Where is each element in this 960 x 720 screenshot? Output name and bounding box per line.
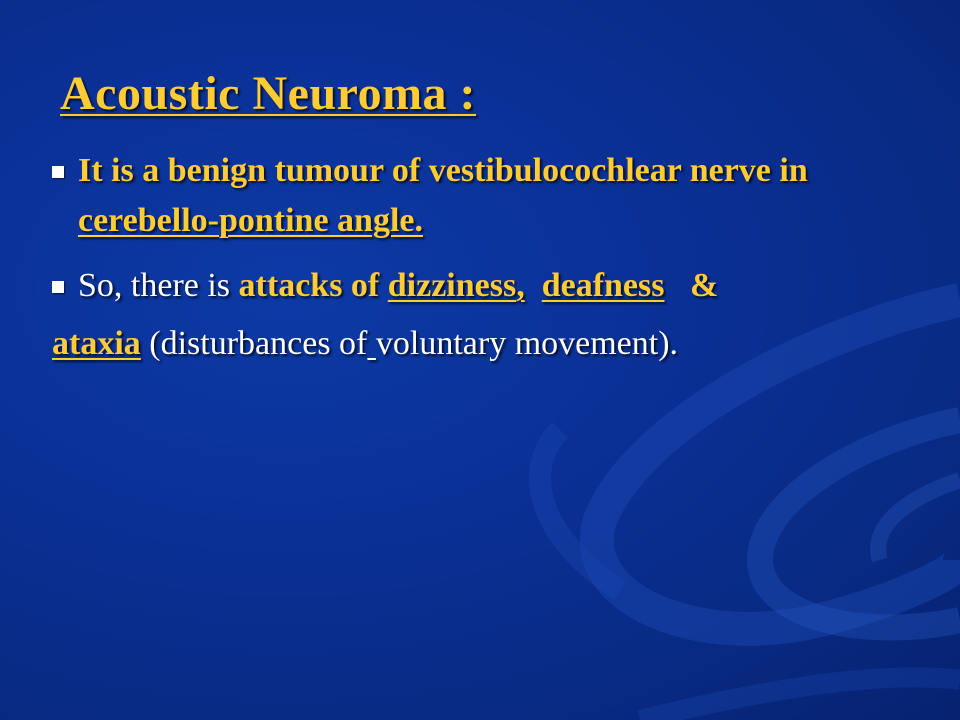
ataxia-definition-end: voluntary movement). bbox=[375, 325, 679, 362]
bullet-item-2 bbox=[52, 261, 718, 311]
underlined-space bbox=[367, 325, 376, 362]
bullet-2-deafness: deafness bbox=[541, 267, 665, 304]
bullet-1-text bbox=[78, 146, 872, 246]
bullet-1-definition: It is a benign tumour of vestibulocochlear nerve in bbox=[78, 152, 808, 189]
slide-title: Acoustic Neuroma : bbox=[60, 67, 477, 120]
bullet-2-attacks: attacks of bbox=[238, 267, 388, 304]
bullet-2-intro: So, there is bbox=[78, 267, 239, 304]
ataxia-term: ataxia bbox=[52, 325, 141, 362]
bullet-2-dizziness: dizziness bbox=[387, 267, 517, 304]
square-bullet-icon bbox=[52, 166, 64, 178]
bullet-item-1 bbox=[52, 146, 872, 246]
bullet-1-location: cerebello-pontine angle. bbox=[78, 202, 423, 239]
ataxia-definition-start: (disturbances of bbox=[140, 325, 368, 362]
continuation-line bbox=[52, 319, 678, 369]
bullet-2-ampersand: & bbox=[690, 267, 719, 304]
bullet-2-text bbox=[78, 261, 718, 311]
square-bullet-icon bbox=[52, 281, 64, 293]
bullet-2-comma: , bbox=[516, 267, 525, 304]
